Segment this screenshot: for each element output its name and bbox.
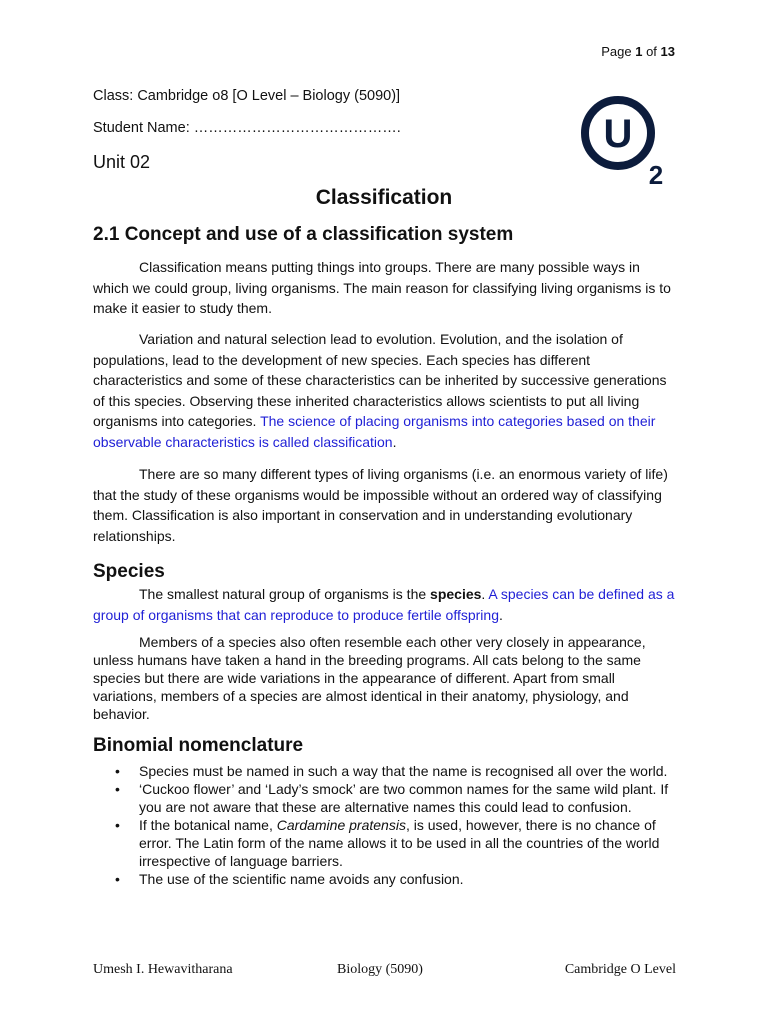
binomial-bullet-list <box>93 762 675 888</box>
paragraph-classification-intro <box>93 257 675 319</box>
bullet-icon: • <box>115 871 120 887</box>
paragraph-text: There are so many different types of living organisms (i.e. an enormous variety of life) that the study of these organisms would be impossible without an ordered way of classifying them. Classification is also important in conservation and in understanding evolutionary relationships. <box>93 466 668 544</box>
student-name-line: Student Name: ……………………………………. <box>93 120 401 136</box>
paragraph-species-definition <box>93 584 675 625</box>
species-definition: A species can be defined as a group of organisms that can reproduce to produce fertile offspring <box>93 586 675 623</box>
logo-subscript: 2 <box>648 160 664 187</box>
footer-level: Cambridge O Level <box>564 962 676 977</box>
bullet-icon: • <box>115 781 120 797</box>
list-item <box>93 780 675 816</box>
paragraph-importance <box>93 464 675 546</box>
section-heading-binomial: Binomial nomenclature <box>93 735 304 756</box>
page-number <box>601 44 675 59</box>
classification-definition: The science of placing organisms into categories based on their observable characteristics is called classification <box>93 413 656 450</box>
list-item-text: ‘Cuckoo flower’ and ‘Lady’s smock’ are two common names for the same wild plant. If you are not aware that these are alternative names this could lead to confusion. <box>139 781 669 815</box>
list-item <box>93 816 675 870</box>
class-line: Class: Cambridge o8 [O Level – Biology (5090)] <box>93 88 401 104</box>
list-item <box>93 762 675 780</box>
page-current: 1 <box>635 44 643 59</box>
page-prefix: Page <box>601 44 636 59</box>
paragraph-end: . <box>392 433 397 450</box>
paragraph-text: Members of a species also often resemble each other very closely in appearance, unless humans have taken a hand in the breeding programs. All cats belong to the same species but there are wide variations in the appearance of different. Apart from small variations, members of a species are almost identical in their anatomy, physiology, and behavior. <box>93 634 646 722</box>
paragraph-separator: . <box>481 586 489 602</box>
bullet-icon: • <box>115 817 120 833</box>
paragraph-text: The smallest natural group of organisms is the <box>139 586 431 602</box>
section-heading-concept: 2.1 Concept and use of a classification system <box>93 224 514 245</box>
species-term: species <box>430 586 482 602</box>
list-item-text: , is used, however, there is no chance of error. The Latin form of the name allows it to be used in all the countries of the world irrespective of language barriers. <box>139 817 660 869</box>
list-item-text: If the botanical name, <box>139 817 277 833</box>
botanical-name: Cardamine pratensis <box>276 817 406 833</box>
section-heading-species: Species <box>93 561 165 582</box>
u2-logo <box>578 95 670 187</box>
bullet-icon: • <box>115 763 120 779</box>
paragraph-end: . <box>498 606 503 623</box>
list-item <box>93 870 675 888</box>
logo-letter: U <box>603 112 633 156</box>
unit-label: Unit 02 <box>93 152 151 172</box>
paragraph-text: Variation and natural selection lead to evolution. Evolution, and the isolation of populations, lead to the development of new species. Each species has different characteristics and some of these characteristics can be inherited by successive generations of this species. Observing these inherited characteristics allows scientists to put all living organisms into categories. <box>93 331 667 429</box>
paragraph-variation <box>93 329 675 452</box>
page-title: Classification <box>315 186 453 209</box>
page-total: 13 <box>660 44 675 59</box>
page-of: of <box>642 44 661 59</box>
list-item-text: The use of the scientific name avoids any confusion. <box>139 871 464 887</box>
list-item-text: Species must be named in such a way that the name is recognised all over the world. <box>139 763 668 779</box>
footer-author: Umesh I. Hewavitharana <box>93 962 233 977</box>
paragraph-text: Classification means putting things into groups. There are many possible ways in which we could group, living organisms. The main reason for classifying living organisms is to make it easier to study them. <box>93 259 671 316</box>
footer-subject: Biology (5090) <box>337 962 423 977</box>
paragraph-species-variation <box>93 633 675 723</box>
